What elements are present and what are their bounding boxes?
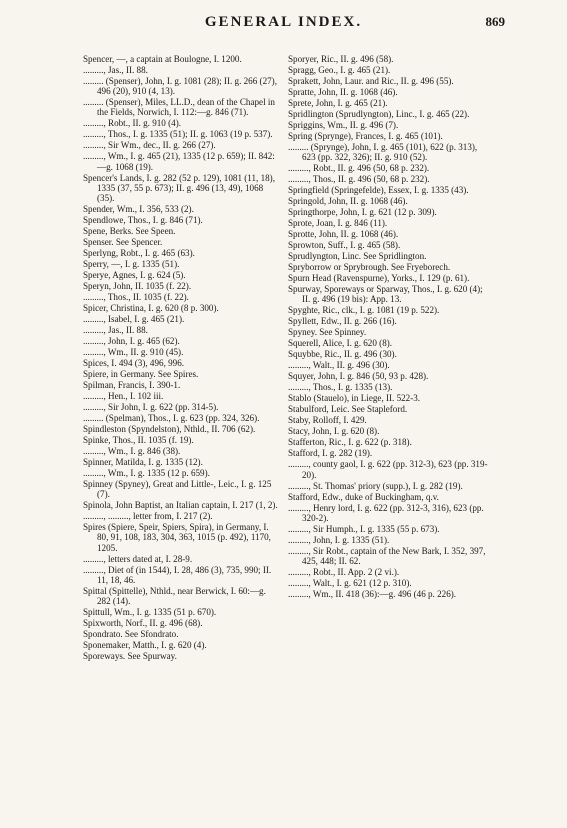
page-number: 869 [485, 14, 505, 29]
index-entry: Spender, Wm., I. 356, 533 (2). [83, 204, 194, 215]
index-entry: Sponemaker, Matth., I. g. 620 (4). [83, 640, 207, 651]
index-entry: Spurn Head (Ravenspurne), Yorks., I. 129 (p. 61). [288, 273, 470, 284]
index-entry: Stabulford, Leic. See Stapleford. [288, 404, 408, 415]
index-entry: Spratte, John, II. g. 1068 (46). [288, 87, 398, 97]
index-entry: Sprotte, John, II. g. 1068 (46). [288, 229, 399, 240]
index-entry: Squyer, John, I. g. 846 (50, 93 p. 428). [288, 371, 429, 382]
index-entry: ........., county gaol, I. g. 622 (pp. 312-3), 623 (pp. 319-20). [288, 459, 488, 480]
index-entry: Spene, Berks. See Speen. [83, 226, 176, 237]
index-entry: Sprowton, Suff., I. g. 465 (58). [288, 240, 401, 251]
index-entry: ........., letters dated at, I. 28-9. [83, 553, 193, 564]
index-entry: ........., Jas., II. 88. [83, 325, 148, 336]
index-entry: ......... (Spelman), Thos., I. g. 623 (pp. 324, 326). [83, 413, 260, 424]
index-entry: Spittal (Spittelle), Nthld., near Berwick, I. 60:—g. 282 (14). [83, 585, 266, 607]
index-entry: ........., Henry lord, I. g. 622 (pp. 312-3, 316), 623 (pp. 320-2). [288, 502, 484, 523]
index-entry: ........., St. Thomas' priory (supp.), I. g. 282 (19). [288, 480, 463, 491]
index-entry: Stacy, John, I. g. 620 (8). [288, 426, 380, 437]
index-entry: ......... (Spenser), Miles, LL.D., dean of the Chapel in the Fields, Norwich, I. 112:—g. 846 (71). [83, 97, 275, 118]
index-entry: Spridlington (Sprudlyngton), Linc., I. g. 465 (22). [288, 109, 470, 119]
index-entry: Sprete, John, I. g. 465 (21). [288, 98, 388, 108]
index-entry: ........., ........., letter from, I. 217 (2). [83, 511, 213, 522]
index-entry: ........., Hen., I. 102 iii. [83, 391, 164, 402]
index-entry: Sperlyng, Robt., I. g. 465 (63). [83, 248, 195, 259]
index-entry: ........., Robt., II. g. 910 (4). [83, 118, 182, 129]
index-entry: ........., John, I. g. 465 (62). [83, 336, 180, 347]
index-entry: Sprakett, John, Laur. and Ric., II. g. 496 (55). [288, 76, 454, 86]
index-entry: Spencer, —, a captain at Boulogne, I. 1200. [83, 54, 242, 64]
index-entry: ......... (Spenser), John, I. g. 1081 (28); II. g. 266 (27), 496 (20), 910 (4, 13). [83, 76, 277, 97]
index-entry: Spryborrow or Sprybrough. See Fryeborech. [288, 262, 451, 273]
index-entry: Sporyer, Ric., II. g. 496 (58). [288, 54, 394, 64]
index-entry: Spriggins, Wm., II. g. 496 (7). [288, 120, 399, 130]
index-entry: ........., Jas., II. 88. [83, 65, 148, 75]
index-entry: Sprudlyngton, Linc. See Spridlington. [288, 251, 427, 262]
index-entry: Spyghte, Ric., clk., I. g. 1081 (19 p. 522). [288, 305, 440, 316]
index-entry: ........., Wm., II. g. 910 (45). [83, 347, 184, 358]
index-entry: Spragg, Geo., I. g. 465 (21). [288, 65, 391, 75]
index-entry: Staby, Rolloff, I. 429. [288, 415, 367, 426]
index-column-left [83, 54, 281, 662]
index-entry: Sprote, Joan, I. g. 846 (11). [288, 218, 388, 229]
index-entry: Springfield (Springefelde), Essex, I. g. 1335 (43). [288, 185, 469, 196]
index-entry: ........., Wm., I. g. 465 (21), 1335 (12 p. 659); II. 842:—g. 1068 (19). [83, 151, 275, 172]
index-entry: Spondrato. See Sfondrato. [83, 629, 179, 640]
index-entry: Spinney (Spyney), Great and Little-, Leic., I. g. 125 (7). [83, 479, 272, 500]
index-entry: Spinner, Matilda, I. g. 1335 (12). [83, 457, 203, 468]
index-entry: Squerell, Alice, I. g. 620 (8). [288, 338, 393, 349]
index-entry: ........., Sir Wm., dec., II. g. 266 (27). [83, 140, 216, 151]
index-entry: Springold, John, II. g. 1068 (46). [288, 196, 408, 207]
index-entry: Stablo (Stauelo), in Liege, II. 522-3. [288, 393, 421, 404]
index-entry: ........., Walt., I. g. 621 (12 p. 310). [288, 578, 412, 589]
index-entry: ........., Sir Robt., captain of the New Bark, I. 352, 397, 425, 448; II. 62. [288, 545, 486, 567]
index-entry: ........., Sir John, I. g. 622 (pp. 314-5). [83, 402, 219, 413]
index-entry: Spindleston (Spyndelston), Nthld., II. 706 (62). [83, 424, 256, 435]
index-entry: Springthorpe, John, I. g. 621 (12 p. 309). [288, 207, 437, 218]
index-entry: Spinke, Thos., II. 1035 (f. 19). [83, 435, 194, 446]
index-entry: Sperry, —, I. g. 1335 (51). [83, 259, 180, 270]
index-entry: Spurway, Sporeways or Sparway, Thos., I. g. 620 (4); II. g. 496 (19 bis): App. 13. [288, 284, 483, 305]
index-entry: ........., Thos., II. g. 496 (50, 68 p. 232). [288, 174, 430, 185]
index-entry: ........., Thos., I. g. 1335 (13). [288, 382, 393, 393]
index-entry: ........., Wm., I. g. 846 (38). [83, 446, 181, 457]
index-entry: ........., Thos., II. 1035 (f. 22). [83, 292, 189, 303]
index-entry: ......... (Sprynge), John, I. g. 465 (101), 622 (p. 313), 623 (pp. 322, 326); II. g. 910 (52). [288, 142, 478, 163]
index-entry: ........., John, I. g. 1335 (51). [288, 534, 390, 545]
index-entry: Spices, I. 494 (3), 496, 996. [83, 358, 185, 369]
index-entry: Spilman, Francis, I. 390-1. [83, 380, 181, 391]
index-entry: Spinola, John Baptist, an Italian captain, I. 217 (1, 2). [83, 500, 278, 511]
index-entry: ........., Thos., I. g. 1335 (51); II. g. 1063 (19 p. 537). [83, 129, 273, 140]
index-entry: Spicer, Christina, I. g. 620 (8 p. 300). [83, 303, 219, 314]
index-entry: Spyney. See Spinney. [288, 327, 367, 338]
index-entry: Stafford, Edw., duke of Buckingham, q.v. [288, 491, 439, 502]
index-entry: Speryn, John, II. 1035 (f. 22). [83, 281, 192, 292]
index-entry: Spires (Spiere, Speir, Spiers, Spira), in Germany, I. 80, 91, 108, 183, 304, 363, 1015 (p. 492), 1170, 1205. [83, 522, 271, 553]
page-title: GENERAL INDEX. [204, 14, 363, 30]
index-entry: Squybbe, Ric., II. g. 496 (30). [288, 349, 397, 360]
index-entry: ........., Robt., II. App. 2 (2 vi.). [288, 567, 400, 578]
index-entry: Spixworth, Norf., II. g. 496 (68). [83, 618, 203, 629]
index-column-right [288, 54, 492, 600]
index-entry: Sperye, Agnes, I. g. 624 (5). [83, 270, 186, 281]
index-entry: Spendlowe, Thos., I. g. 846 (71). [83, 215, 203, 226]
index-entry: ........., Sir Humph., I. g. 1335 (55 p. 673). [288, 523, 440, 534]
index-entry: Sporeways. See Spurway. [83, 651, 177, 662]
index-entry: ........., Diet of (in 1544), I. 28, 486 (3), 735, 990; II. 11, 18, 46. [83, 564, 272, 585]
index-entry: Spencer's Lands, I. g. 282 (52 p. 129), 1081 (11, 18), 1335 (37, 55 p. 673); II. g. 496 (13, 49), 1068 (35). [83, 172, 275, 204]
index-entry: ........., Robt., II. g. 496 (50, 68 p. 232). [288, 163, 430, 174]
index-entry: ........., Walt., II. g. 496 (30). [288, 360, 390, 371]
index-entry: Spiere, in Germany. See Spires. [83, 369, 199, 380]
index-entry: Stafferton, Ric., I. g. 622 (p. 318). [288, 437, 412, 448]
index-entry: Spenser. See Spencer. [83, 237, 163, 248]
index-entry: ........., Wm., II. 418 (36):—g. 496 (46 p. 226). [288, 589, 457, 600]
index-entry: ........., Isabel, I. g. 465 (21). [83, 314, 185, 325]
index-entry: Spring (Sprynge), Frances, I. g. 465 (101). [288, 131, 443, 141]
index-entry: ........., Wm., I. g. 1335 (12 p. 659). [83, 468, 210, 479]
page-header [0, 14, 567, 36]
index-entry: Spyllett, Edw., II. g. 266 (16). [288, 316, 397, 327]
index-entry: Spittull, Wm., I. g. 1335 (51 p. 670). [83, 607, 217, 618]
index-entry: Stafford, I. g. 282 (19). [288, 448, 373, 459]
